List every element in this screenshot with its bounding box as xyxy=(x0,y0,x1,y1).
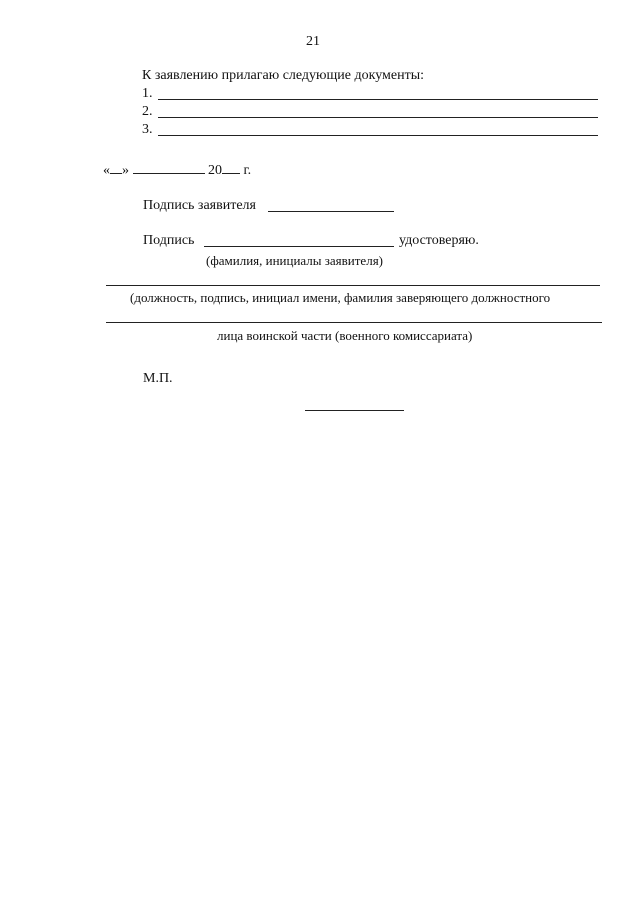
certification-label: Подпись xyxy=(143,233,195,248)
applicant-name-field[interactable] xyxy=(204,246,394,247)
applicant-signature-field[interactable] xyxy=(268,211,394,212)
official-caption-2: лица воинской части (военного комиссариата) xyxy=(217,328,473,343)
attachment-item-3-field[interactable] xyxy=(158,135,598,136)
date-quote-close: » xyxy=(122,163,129,178)
closing-separator xyxy=(305,410,404,411)
applicant-name-caption: (фамилия, инициалы заявителя) xyxy=(206,253,383,268)
certify-text: удостоверяю. xyxy=(399,233,479,248)
stamp-label: М.П. xyxy=(143,371,173,386)
page-number: 21 xyxy=(306,34,320,49)
month-field[interactable] xyxy=(133,160,205,174)
attachment-item-3-number: 3. xyxy=(142,122,153,137)
attachment-item-2-number: 2. xyxy=(142,104,153,119)
date-quote-open: « xyxy=(103,163,110,178)
year-suffix: г. xyxy=(243,163,252,178)
official-line-2[interactable] xyxy=(106,322,602,323)
official-line-1[interactable] xyxy=(106,285,600,286)
attachment-item-1-field[interactable] xyxy=(158,99,598,100)
date-line xyxy=(103,160,251,179)
official-caption-1: (должность, подпись, инициал имени, фамилия заверяющего должностного xyxy=(130,290,551,305)
day-field[interactable] xyxy=(110,160,122,174)
applicant-signature-label: Подпись заявителя xyxy=(143,198,256,213)
attachments-heading: К заявлению прилагаю следующие документы: xyxy=(142,68,425,83)
attachment-item-1-number: 1. xyxy=(142,86,153,101)
year-prefix: 20 xyxy=(208,163,222,178)
attachment-item-2-field[interactable] xyxy=(158,117,598,118)
year-field[interactable] xyxy=(222,160,240,174)
